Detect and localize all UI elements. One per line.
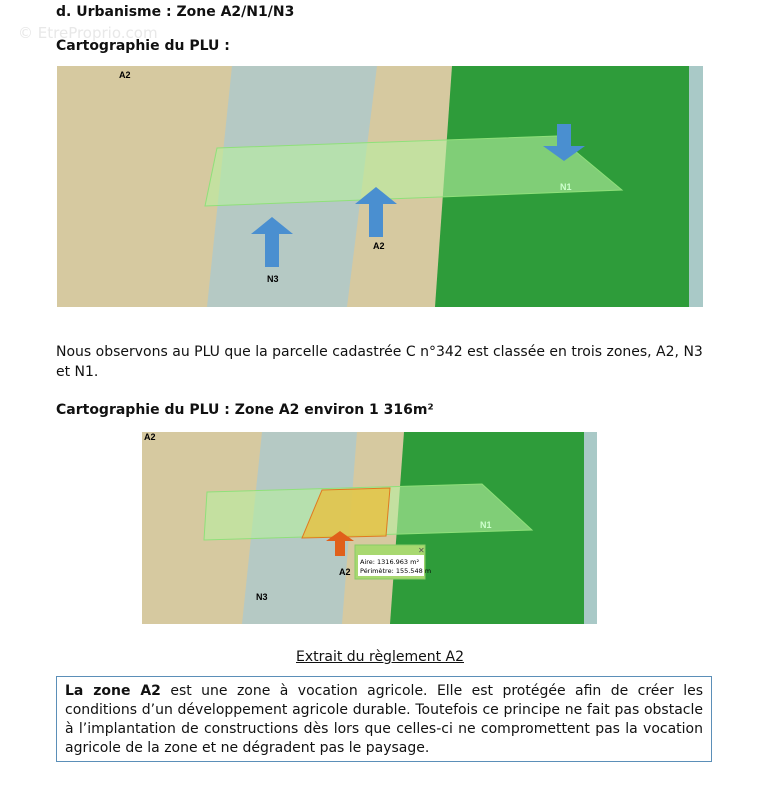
label-n3: N3: [267, 274, 279, 284]
area-readout: Aire: 1316.963 m²: [360, 558, 420, 566]
label-a2: A2: [119, 70, 131, 80]
label-n1: N1: [560, 182, 572, 192]
rule-bold: La zone A2: [65, 683, 161, 699]
label-n1: N1: [480, 520, 492, 530]
section-title: d. Urbanisme : Zone A2/N1/N3: [56, 4, 295, 20]
label-a2: A2: [373, 241, 385, 251]
rule-text: est une zone à vocation agricole. Elle est protégée afin de créer les conditions d’un développement agricole durable. Toutefois ce principe ne fait pas obstacle à l’implantation de constructions dès lors que celles-ci ne compromettent pas la vocation agricole de la zone et ne dégradent pas le paysage.: [65, 683, 703, 756]
plu-map-2: [142, 432, 597, 624]
label-n3: N3: [256, 592, 268, 602]
label-a2: A2: [339, 567, 351, 577]
map1-title: Cartographie du PLU :: [56, 38, 230, 54]
close-icon[interactable]: ✕: [418, 546, 425, 555]
extract-title: Extrait du règlement A2: [296, 649, 464, 665]
label-a2: A2: [144, 432, 156, 442]
watermark: © EtreProprio.com: [18, 24, 158, 42]
plu-map-1: [57, 66, 703, 307]
rule-box: [56, 676, 712, 762]
perimeter-readout: Périmètre: 155.548 m: [360, 567, 432, 575]
map2-title: Cartographie du PLU : Zone A2 environ 1 316m²: [56, 402, 434, 418]
paragraph: Nous observons au PLU que la parcelle cadastrée C n°342 est classée en trois zones, A2, N3 et N1.: [56, 344, 703, 380]
